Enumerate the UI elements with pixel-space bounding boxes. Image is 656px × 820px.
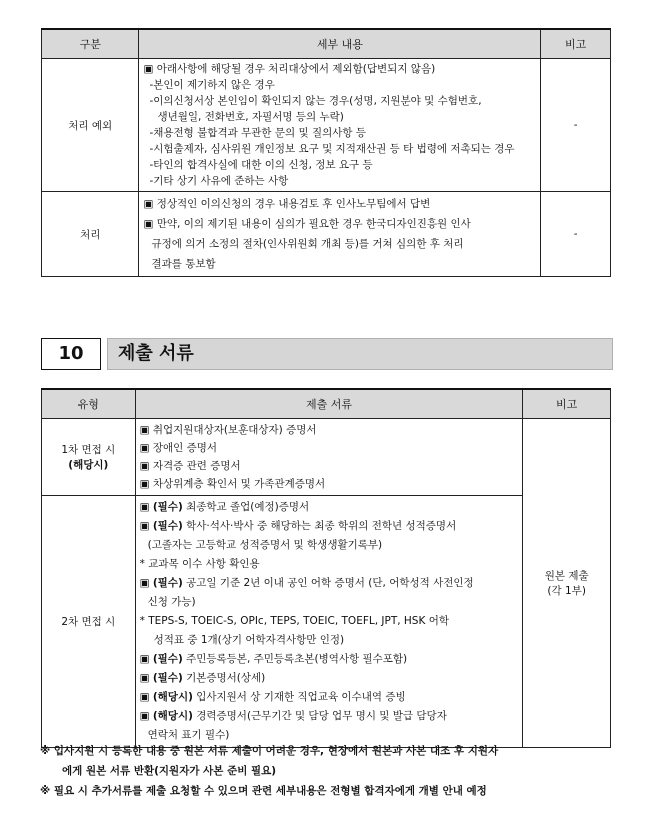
doc-line: ▣ (필수) 기본증명서(상세) [139, 672, 266, 684]
detail-line: 결과를 통보함 [151, 258, 216, 270]
detail-line: -기타 상기 사유에 준하는 사항 [149, 175, 289, 187]
detail-line: -채용전형 불합격과 무관한 문의 및 질의사항 등 [149, 127, 366, 139]
doc-line: ▣ 자격증 관련 증명서 [139, 460, 241, 472]
row-label-second-interview: 2차 면접 시 [42, 496, 136, 748]
header-type: 유형 [42, 389, 136, 419]
detail-line: -타인의 합격사실에 대한 이의 신청, 정보 요구 등 [149, 159, 373, 171]
table-header-row [42, 29, 611, 59]
row-note-processing: - [541, 192, 611, 277]
table-row [42, 419, 611, 496]
section-title-bar [107, 338, 613, 370]
table-header-row [42, 389, 611, 419]
footnote-1: ※ 입사지원 시 등록한 내용 중 원본 서류 제출이 어려운 경우, 현장에서 원본과 사본 대조 후 지원자 [40, 745, 499, 757]
header-remarks: 비고 [541, 29, 611, 59]
section-header [41, 338, 613, 370]
detail-line: 규정에 의거 소정의 절차(인사위원회 개최 등)를 거쳐 심의한 후 처리 [151, 238, 464, 250]
doc-line: ▣ (필수) 주민등록등본, 주민등록초본(병역사항 필수포함) [139, 653, 408, 665]
note-line: 원본 제출 [544, 570, 589, 582]
footnote-1-cont: 에게 원본 서류 반환(지원자가 사본 준비 필요) [62, 765, 277, 777]
header-details: 세부 내용 [139, 29, 541, 59]
doc-line: ▣ (필수) 공고일 기준 2년 이내 공인 어학 증명서 (단, 어학성적 사전인정 [139, 577, 474, 589]
detail-line: -시험출제자, 심사위원 개인정보 요구 및 지적재산권 등 타 법령에 저촉되는 경우 [149, 143, 515, 155]
section-title: 제출 서류 [118, 343, 194, 364]
row-label-processing: 처리 [42, 192, 139, 277]
row-docs-second-interview [135, 496, 523, 748]
detail-line: -이의신청서상 본인임이 확인되지 않는 경우(성명, 지원분야 및 수험번호, [149, 95, 482, 107]
doc-line: 신청 가능) [147, 596, 196, 608]
doc-line: * 교과목 이수 사항 확인용 [139, 558, 260, 570]
footnote-2: ※ 필요 시 추가서류를 제출 요청할 수 있으며 관련 세부내용은 전형별 합격자에게 개별 안내 예정 [40, 785, 487, 797]
row-label-text: 1차 면접 시 [61, 444, 116, 456]
row-details-processing [139, 192, 541, 277]
doc-line: * TEPS-S, TOEIC-S, OPIc, TEPS, TOEIC, TOEFL, JPT, HSK 어학 [139, 615, 449, 627]
note-line: (각 1부) [547, 585, 586, 597]
doc-line: ▣ 차상위계층 확인서 및 가족관계증명서 [139, 478, 326, 490]
doc-line: 성적표 중 1개(상기 어학자격사항만 인정) [153, 634, 345, 646]
row-label-exception: 처리 예외 [42, 59, 139, 192]
detail-line: ▣ 아래사항에 해당될 경우 처리대상에서 제외함(답변되지 않음) [143, 63, 436, 75]
doc-line: ▣ (해당시) 입사지원서 상 기재한 직업교육 이수내역 증빙 [139, 691, 406, 703]
header-remarks: 비고 [523, 389, 611, 419]
row-label-first-interview [42, 419, 136, 496]
doc-line: ▣ 취업지원대상자(보훈대상자) 증명서 [139, 424, 317, 436]
doc-line: 연락처 표기 필수) [147, 729, 230, 741]
header-documents: 제출 서류 [135, 389, 523, 419]
doc-line: ▣ (필수) 학사·석사·박사 중 해당하는 최종 학위의 전학년 성적증명서 [139, 520, 457, 532]
doc-line: ▣ (해당시) 경력증명서(근무기간 및 담당 업무 명시 및 발급 담당자 [139, 710, 447, 722]
row-docs-first-interview [135, 419, 523, 496]
table-row [42, 59, 611, 192]
documents-table [41, 388, 611, 748]
detail-line: 생년월일, 전화번호, 자필서명 등의 누락) [157, 111, 344, 123]
doc-line: ▣ 장애인 증명서 [139, 442, 218, 454]
doc-line: (고졸자는 고등학교 성적증명서 및 학생생활기록부) [147, 539, 383, 551]
exception-table [41, 28, 611, 277]
doc-line: ▣ (필수) 최종학교 졸업(예정)증명서 [139, 501, 310, 513]
row-note-exception: - [541, 59, 611, 192]
section-number: 10 [41, 338, 101, 370]
row-details-exception [139, 59, 541, 192]
table-row [42, 192, 611, 277]
header-category: 구분 [42, 29, 139, 59]
row-note-original [523, 419, 611, 748]
detail-line: ▣ 정상적인 이의신청의 경우 내용검토 후 인사노무팀에서 답변 [143, 198, 431, 210]
detail-line: -본인이 제기하지 않은 경우 [149, 79, 275, 91]
detail-line: ▣ 만약, 이의 제기된 내용이 심의가 필요한 경우 한국디자인진흥원 인사 [143, 218, 471, 230]
row-sublabel-text: (해당시) [68, 459, 109, 471]
